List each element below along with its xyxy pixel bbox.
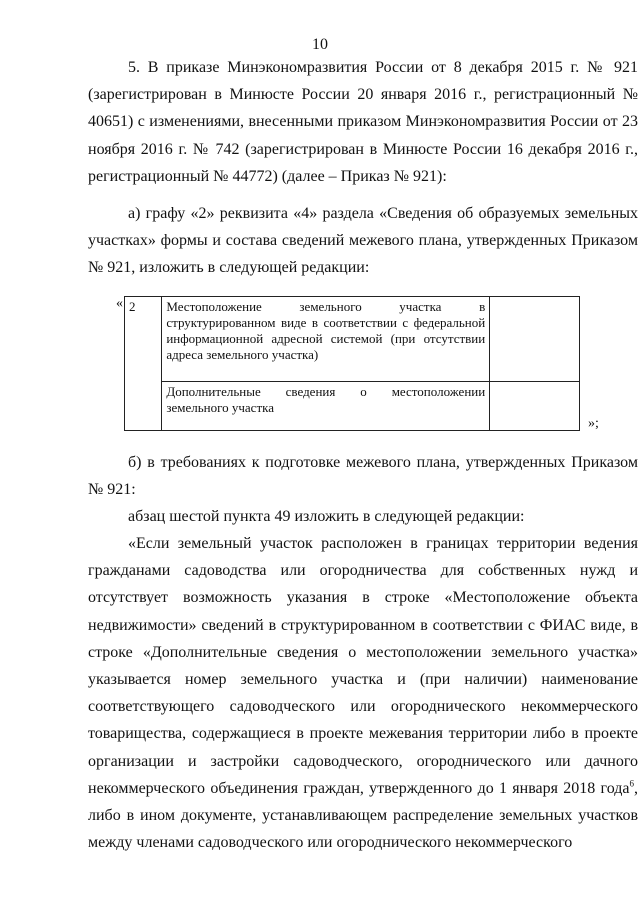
- table-row: [125, 382, 580, 431]
- quoted-text-part1: «Если земельный участок расположен в границах территории ведения гражданами садоводства или огородничества для собственных нужд и отсутствует возможность указания в строке «Местоположение объекта недвижимости» сведений в структурированном в соответствии с ФИАС виде, в строке «Дополнительные сведения о местоположении земельного участка» указывается номер земельного участка и (при наличии) наименование соответствующего садоводческого или огороднического некоммерческого товарищества, содержащиеся в проекте межевания территории либо в проекте организации и застройки садоводческого, огороднического или дачного некоммерческого объединения граждан, утвержденного до 1 января 2018 года: [88, 535, 638, 797]
- abzac-sixth: абзац шестой пункта 49 изложить в следующей редакции:: [128, 508, 525, 525]
- table-cell-number: 2: [125, 297, 162, 431]
- table-row: [125, 297, 580, 382]
- table-cell-location: Местоположение земельного участка в структурированном виде в соответствии с федеральной информационной адресной системой (при отсутствии адреса земельного участка): [162, 297, 490, 382]
- item-b: б) в требованиях к подготовке межевого плана, утвержденных Приказом № 921:: [88, 454, 638, 499]
- table-close-quote: »;: [588, 416, 599, 431]
- footnote-mark: 6: [629, 778, 634, 789]
- requisite-table: [124, 296, 580, 431]
- page-number: 10: [312, 36, 328, 53]
- table-cell-empty: [490, 382, 580, 431]
- table-cell-additional: Дополнительные сведения о местоположении земельного участка: [162, 382, 490, 431]
- quoted-text-part2: , либо в ином документе, устанавливающем распределение земельных участков между членами садоводческого или огороднического некоммерческого: [88, 779, 638, 852]
- item-a: а) графу «2» реквизита «4» раздела «Сведения об образуемых земельных участках» формы и состава сведений межевого плана, утвержденных Приказом № 921, изложить в следующей редакции:: [88, 205, 638, 277]
- table-open-quote: «: [116, 296, 123, 311]
- quoted-paragraph: [88, 530, 638, 856]
- table-cell-empty: [490, 297, 580, 382]
- paragraph-5: 5. В приказе Минэкономразвития России от 8 декабря 2015 г. № 921 (зарегистрирован в Минюсте России 20 января 2016 г., регистрационный № 40651) с изменениями, внесенными приказом Минэкономразвития России от 23 ноября 2016 г. № 742 (зарегистрирован в Минюсте России 16 декабря 2016 г., регистрационный № 44772) (далее – Приказ № 921):: [88, 59, 638, 185]
